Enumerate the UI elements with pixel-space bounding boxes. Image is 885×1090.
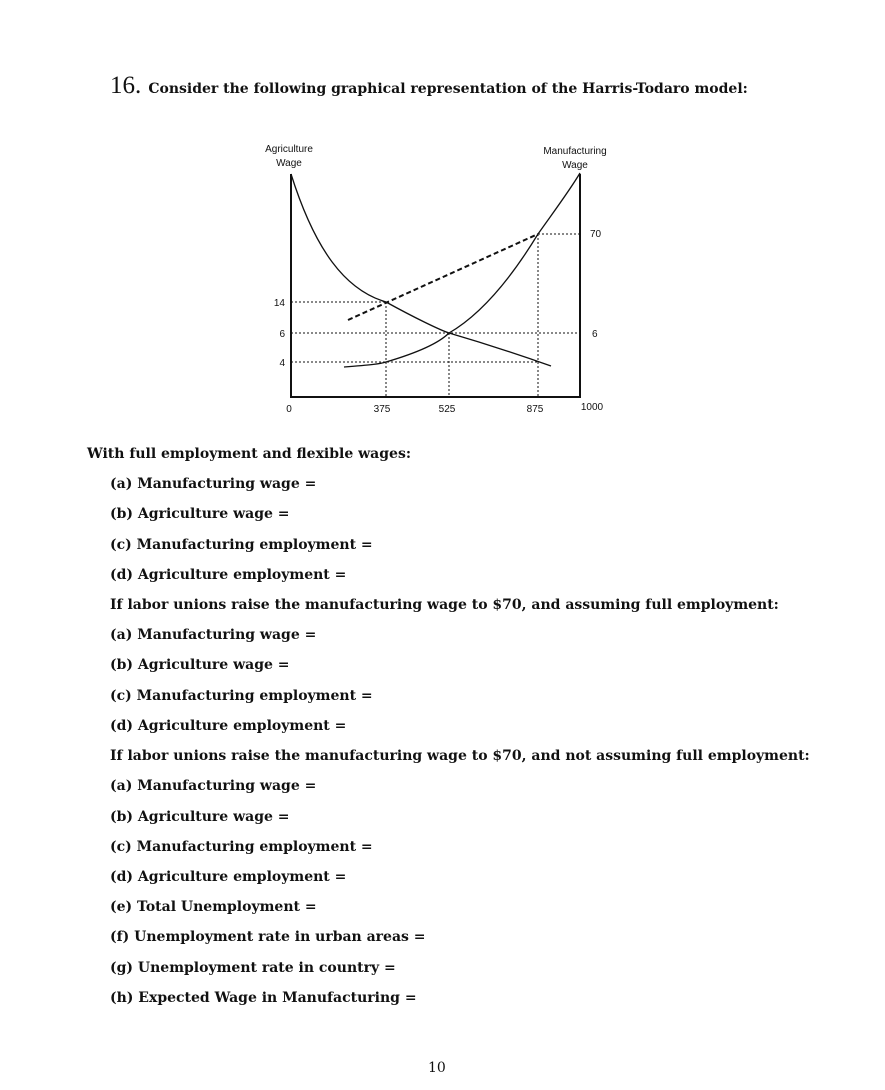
s1-item-a: (a) Manufacturing wage = xyxy=(110,476,317,492)
section-2-heading: If labor unions raise the manufacturing wage to $70, and assuming full employment: xyxy=(110,597,779,613)
section-3-heading: If labor unions raise the manufacturing wage to $70, and not assuming full employment: xyxy=(110,748,810,764)
x-tick-525: 525 xyxy=(438,404,456,415)
right-axis-title-line2: Wage xyxy=(562,160,588,171)
s3-item-b: (b) Agriculture wage = xyxy=(110,809,290,825)
left-axis-title-line1: Agriculture xyxy=(265,144,313,155)
right-tick-6: 6 xyxy=(592,329,598,340)
section-1-heading: With full employment and flexible wages: xyxy=(87,446,411,462)
question-text: Consider the following graphical representation of the Harris-Todaro model: xyxy=(148,81,748,97)
right-axis-title-line1: Manufacturing xyxy=(543,146,607,157)
s2-item-a: (a) Manufacturing wage = xyxy=(110,627,317,643)
s3-item-e: (e) Total Unemployment = xyxy=(110,899,317,915)
s3-item-a: (a) Manufacturing wage = xyxy=(110,778,317,794)
left-tick-4: 4 xyxy=(279,358,285,369)
s2-item-b: (b) Agriculture wage = xyxy=(110,657,290,673)
s3-item-f: (f) Unemployment rate in urban areas = xyxy=(110,929,426,945)
s1-item-d: (d) Agriculture employment = xyxy=(110,567,347,583)
right-tick-70: 70 xyxy=(590,229,602,240)
question-number: 16. xyxy=(110,72,142,99)
x-tick-375: 375 xyxy=(373,404,391,415)
agriculture-wage-curve xyxy=(291,174,551,366)
x-tick-1000: 1000 xyxy=(580,402,604,413)
s3-item-c: (c) Manufacturing employment = xyxy=(110,839,373,855)
manufacturing-wage-curve xyxy=(344,173,580,367)
x-tick-875: 875 xyxy=(526,404,544,415)
s2-item-d: (d) Agriculture employment = xyxy=(110,718,347,734)
s1-item-c: (c) Manufacturing employment = xyxy=(110,537,373,553)
left-tick-14: 14 xyxy=(273,298,285,309)
x-tick-0: 0 xyxy=(286,404,292,415)
s1-item-b: (b) Agriculture wage = xyxy=(110,506,290,522)
left-axis-title-line2: Wage xyxy=(276,158,302,169)
s2-item-c: (c) Manufacturing employment = xyxy=(110,688,373,704)
page-number: 10 xyxy=(428,1060,446,1076)
harris-todaro-chart xyxy=(0,0,885,440)
s3-item-g: (g) Unemployment rate in country = xyxy=(110,960,396,976)
left-tick-6: 6 xyxy=(279,329,285,340)
s3-item-h: (h) Expected Wage in Manufacturing = xyxy=(110,990,417,1006)
s3-item-d: (d) Agriculture employment = xyxy=(110,869,347,885)
